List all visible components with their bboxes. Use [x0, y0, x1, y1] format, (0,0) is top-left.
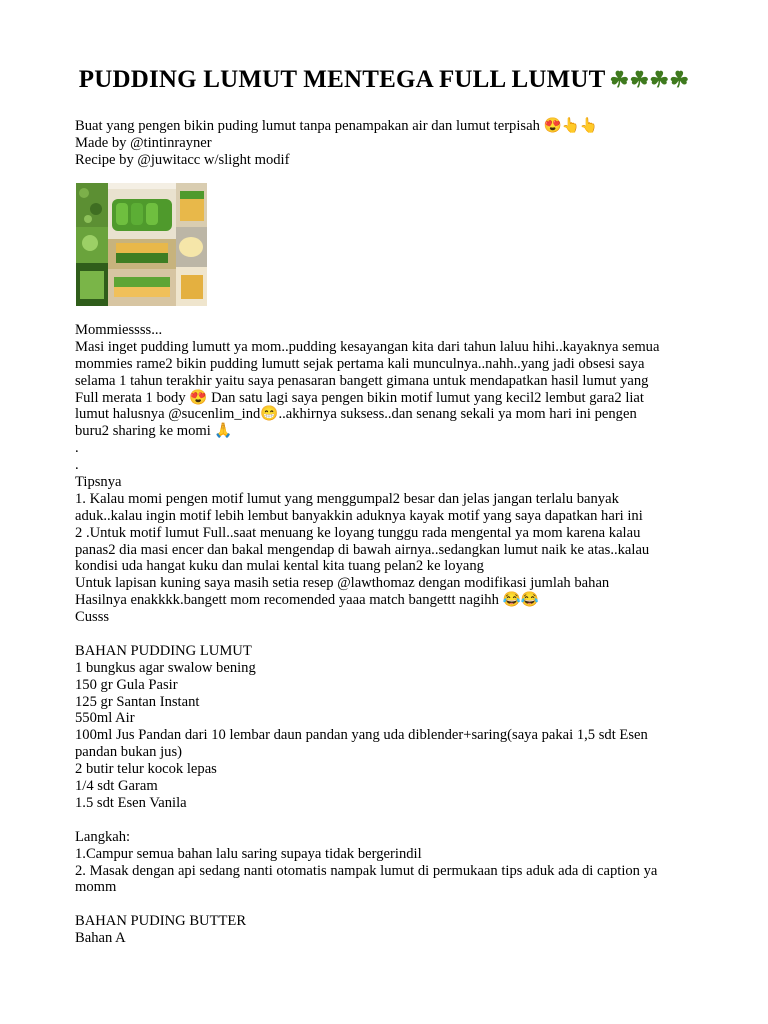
tips-heading: Tipsnya [75, 474, 122, 491]
story-line: Untuk lapisan kuning saya masih setia resep @lawthomaz dengan modifikasi jumlah bahan [75, 575, 610, 592]
story-line: panas2 dia masi encer dan bakal mengendap di bawah airnya..sedangkan lumut naik ke atas..kalau [75, 541, 650, 558]
ingredient-item: 1.5 sdt Esen Vanila [75, 794, 187, 811]
page-title [0, 66, 768, 94]
story-line: aduk..kalau ingin motif lebih lembut banyakkin aduknya kayak motif yang saya dapatkan hari ini [75, 507, 643, 524]
section-heading: BAHAN PUDING BUTTER [75, 913, 247, 930]
story-block [75, 322, 705, 947]
section-heading: BAHAN PUDDING LUMUT [75, 642, 252, 659]
story-line: Hasilnya enakkkk.bangett mom recomended yaaa match bangettt nagihh 😂😂 [75, 592, 539, 609]
story-line: Masi inget pudding lumutt ya mom..pudding kesayangan kita dari tahun laluu hihi..kayaknya semua [75, 338, 660, 355]
step-item: momm [75, 879, 117, 896]
clover-icon: ☘☘☘☘ [609, 67, 690, 92]
story-line: . [75, 457, 79, 474]
story-line: 1. Kalau momi pengen motif lumut yang menggumpal2 besar dan jelas jangan terlalu banyak [75, 490, 619, 507]
ingredient-item: 125 gr Santan Instant [75, 693, 200, 710]
story-line: kondisi uda hangat kuku dan mulai kental kita tuang pelan2 ke loyang [75, 558, 484, 575]
intro-line: Recipe by @juwitacc w/slight modif [75, 151, 290, 168]
ingredient-item: 100ml Jus Pandan dari 10 lembar daun pandan yang uda diblender+saring(saya pakai 1,5 sdt Esen [75, 727, 648, 744]
story-line: Full merata 1 body 😍 Dan satu lagi saya pengen bikin motif lumut yang kecil2 lembut gara2 liat [75, 389, 644, 406]
story-line: Mommiessss... [75, 322, 163, 338]
step-item: 1.Campur semua bahan lalu saring supaya tidak bergerindil [75, 845, 422, 862]
pudding-photo-collage [76, 183, 207, 306]
story-line: mommies rame2 bikin pudding lumutt sejak pertama kali munculnya..nahh..yang jadi obsesi saya [75, 355, 645, 372]
intro-line: Buat yang pengen bikin puding lumut tanpa penampakan air dan lumut terpisah 😍👆👆 [75, 118, 599, 134]
title-text: PUDDING LUMUT MENTEGA FULL LUMUT [78, 66, 606, 93]
story-line: Cusss [75, 609, 110, 626]
ingredient-item: pandan bukan jus) [75, 744, 182, 761]
ingredient-item: 2 butir telur kocok lepas [75, 761, 217, 778]
subsection-heading: Bahan A [75, 930, 126, 947]
ingredient-item: 550ml Air [75, 710, 135, 727]
story-line: lumut halusnya @sucenlim_ind😁..akhirnya suksess..dan senang sekali ya mom hari ini pengen [75, 406, 637, 423]
story-line: . [75, 440, 79, 457]
ingredient-item: 1/4 sdt Garam [75, 778, 158, 795]
ingredient-item: 150 gr Gula Pasir [75, 676, 178, 693]
intro-line: Made by @tintinrayner [75, 134, 212, 151]
story-line: selama 1 tahun terakhir yaitu saya penasaran bangett gimana untuk mendapatkan hasil lumut yang [75, 372, 649, 389]
section-heading: Langkah: [75, 828, 131, 845]
intro-block [75, 118, 705, 169]
story-line: 2 .Untuk motif lumut Full..saat menuang ke loyang tunggu rada mengental ya mom karena kalau [75, 524, 641, 541]
ingredient-item: 1 bungkus agar swalow bening [75, 659, 256, 676]
step-item: 2. Masak dengan api sedang nanti otomatis nampak lumut di permukaan tips aduk ada di caption ya [75, 862, 658, 879]
story-line: buru2 sharing ke momi 🙏 [75, 423, 233, 440]
